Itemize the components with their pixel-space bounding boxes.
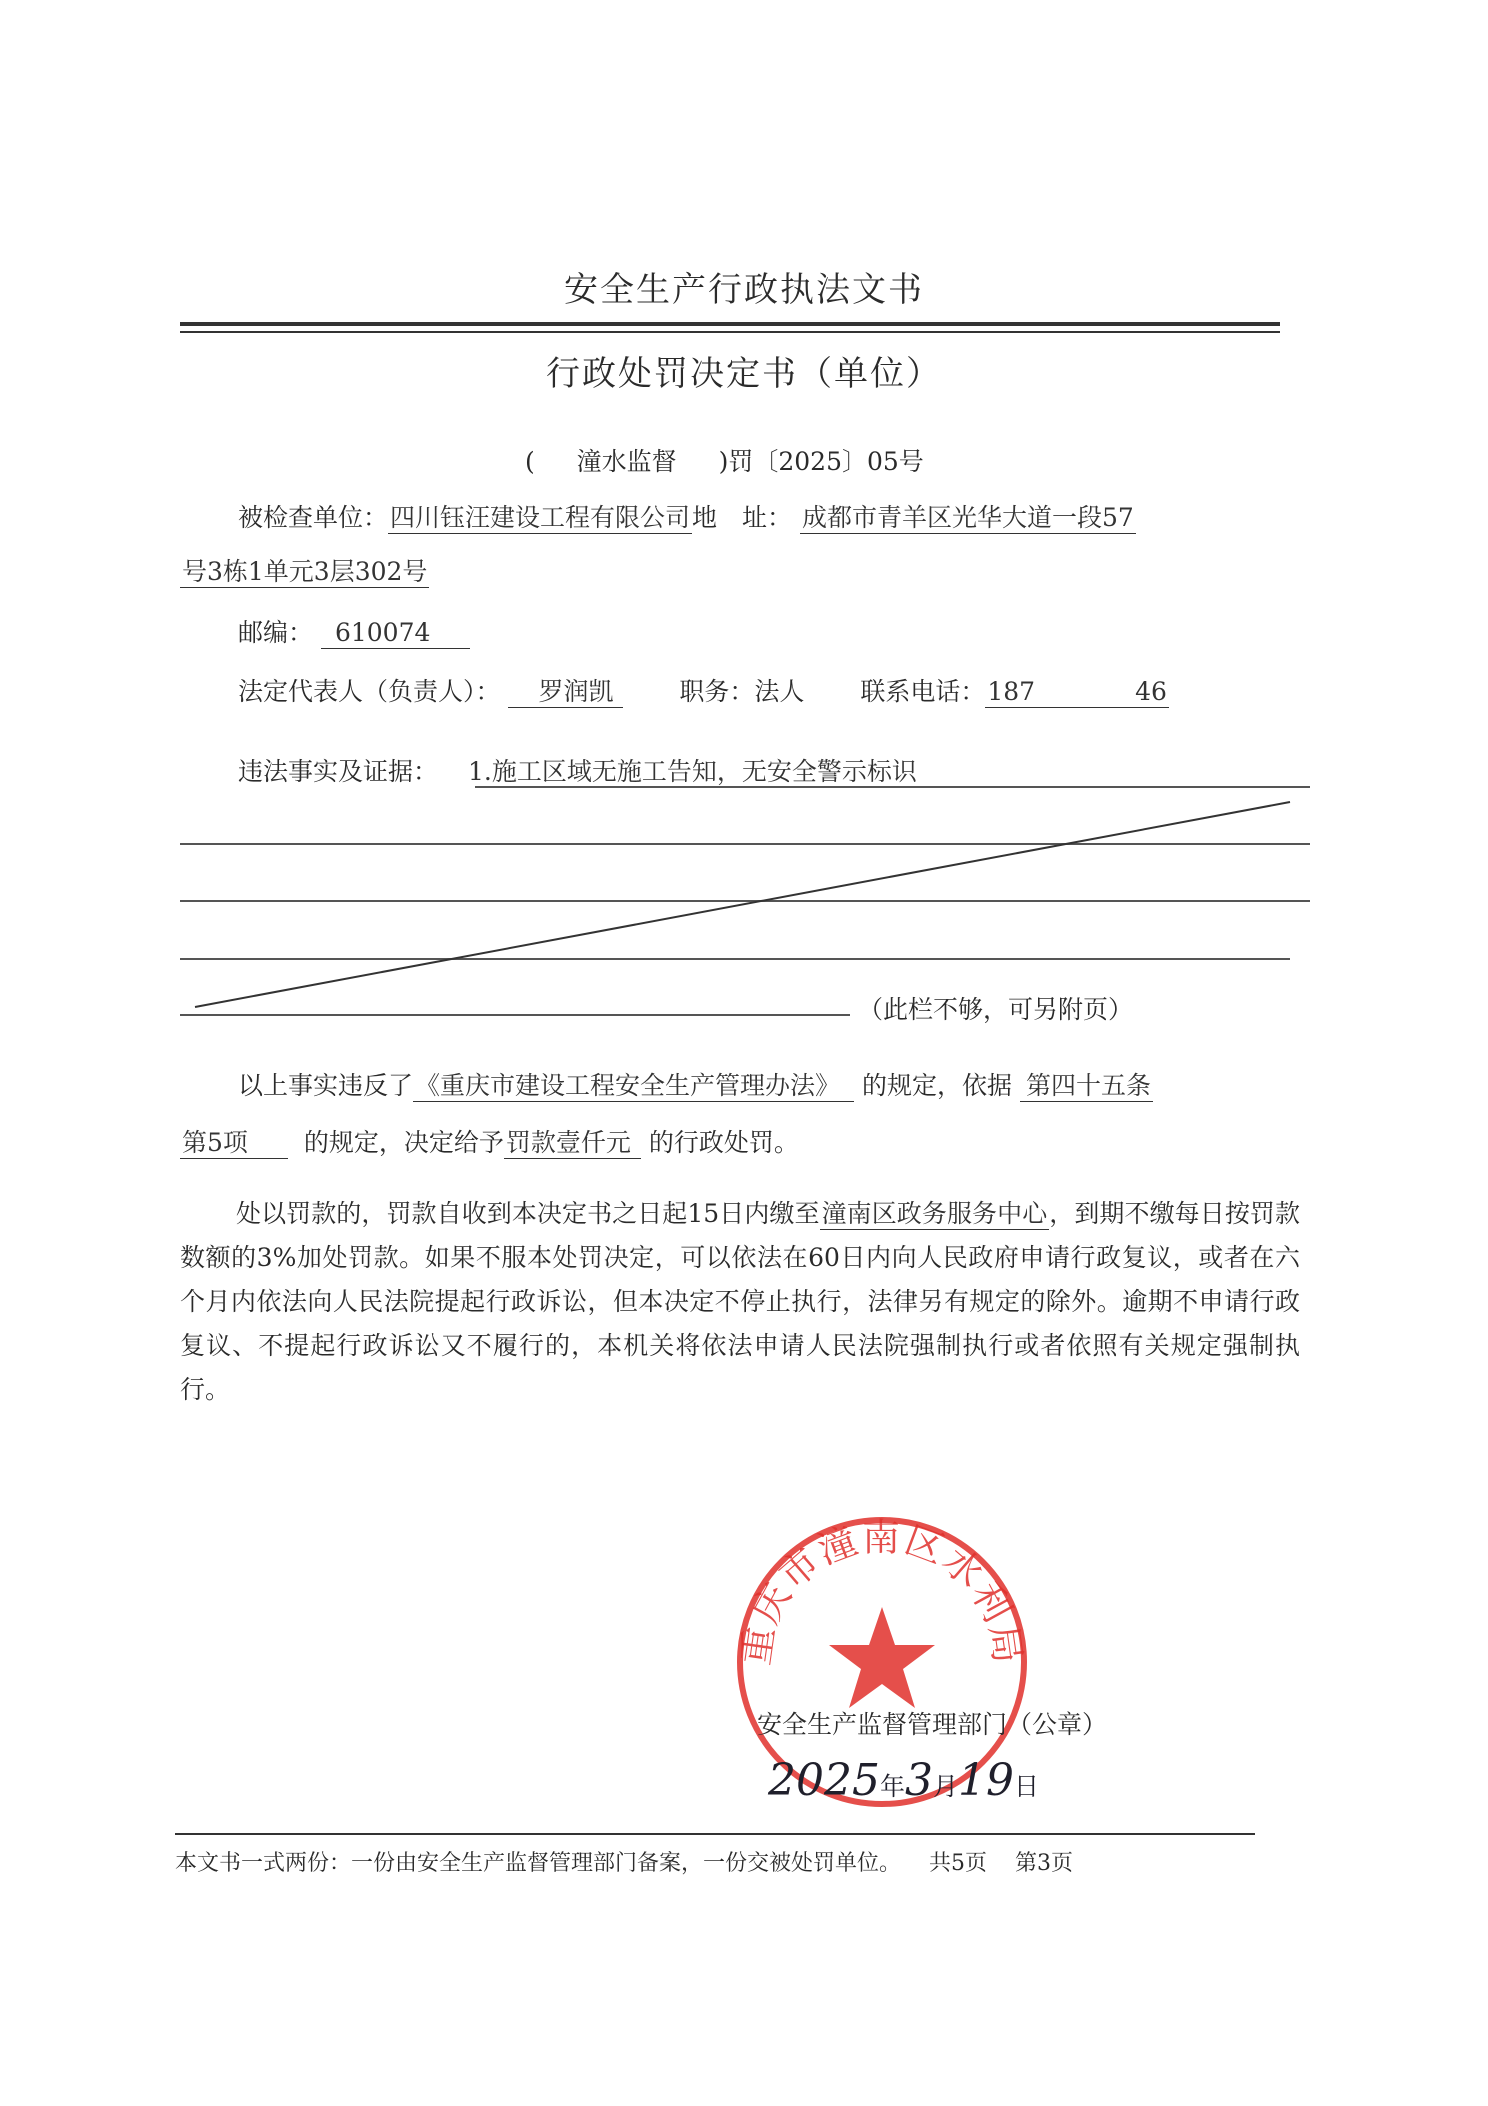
law-name: 《重庆市建设工程安全生产管理办法》	[413, 1071, 854, 1102]
document-series-title: 安全生产行政执法文书	[564, 270, 924, 310]
footer-total-pages: 共5页	[929, 1851, 988, 1876]
star-icon	[829, 1607, 935, 1708]
article-value: 第四十五条	[1020, 1071, 1153, 1102]
article-item-value: 第5项	[180, 1128, 288, 1159]
date-day: 19	[958, 1755, 1015, 1806]
seal-text: 重庆市潼南区水利局	[733, 1515, 1031, 1668]
facts-row: 违法事实及证据： 1.施工区域无施工告知，无安全警示标识	[238, 757, 917, 786]
footer-page-number: 第3页	[1015, 1851, 1074, 1876]
remedy-paragraph: 处以罚款的，罚款自收到本决定书之日起15日内缴至潼南区政务服务中心，到期不缴每日按罚款数额的3%加处罚款。如果不服本处罚决定，可以依法在60日内向人民政府申请行政复议，或者在六个月内依法向人民法院提起行政诉讼，但本决定不停止执行，法律另有规定的除外。逾期不申请行政复议、不提起行政诉讼又不履行的，本机关将依法申请人民法院强制执行或者依照有关规定强制执行。	[180, 1199, 1300, 1404]
position-value: 法人	[754, 677, 805, 706]
representative-row: 法定代表人（负责人）： 罗润凯 职务：法人 联系电话：187 46	[238, 677, 1167, 706]
footer-rule	[175, 1833, 1255, 1835]
violation-row-1: 以上事实违反了《重庆市建设工程安全生产管理办法》 的规定，依据 第四十五条	[238, 1071, 1151, 1100]
postcode-row: 邮编： 610074	[238, 613, 470, 649]
facts-value: 1.施工区域无施工告知，无安全警示标识	[467, 757, 917, 786]
penalty-value: 罚款壹仟元	[504, 1128, 641, 1159]
number-org: 潼水监督	[576, 447, 677, 476]
postcode-value: 610074	[321, 618, 470, 649]
date-month: 3	[905, 1755, 933, 1806]
facts-note: （此栏不够，可另附页）	[858, 995, 1134, 1024]
document-title: 行政处罚决定书（单位）	[546, 354, 942, 394]
date-year: 2025	[768, 1755, 880, 1806]
footer	[175, 1846, 1073, 1877]
phone-value: 187 46	[987, 677, 1167, 706]
inspected-unit-row: 被检查单位：四川钰汪建设工程有限公司地 址： 成都市青羊区光华大道一段57	[238, 503, 1134, 532]
issuing-department: 安全生产监督管理部门（公章）	[757, 1710, 1108, 1739]
inspected-unit-value: 四川钰汪建设工程有限公司	[390, 503, 691, 532]
issue-date: 2025年3月19日	[768, 1755, 1040, 1806]
document-number: ( 潼水监督 )罚〔2025〕05号	[525, 447, 924, 476]
representative-value: 罗润凯	[508, 677, 623, 708]
footer-note: 本文书一式两份：一份由安全生产监督管理部门备案，一份交被处罚单位。	[175, 1851, 902, 1876]
payment-place: 潼南区政务服务中心	[821, 1199, 1048, 1228]
address-value-line2: 号3栋1单元3层302号	[182, 557, 428, 586]
address-value-line1: 成都市青羊区光华大道一段57	[802, 503, 1134, 532]
violation-row-2: 第5项 的规定，决定给予罚款壹仟元 的行政处罚。	[182, 1128, 799, 1157]
